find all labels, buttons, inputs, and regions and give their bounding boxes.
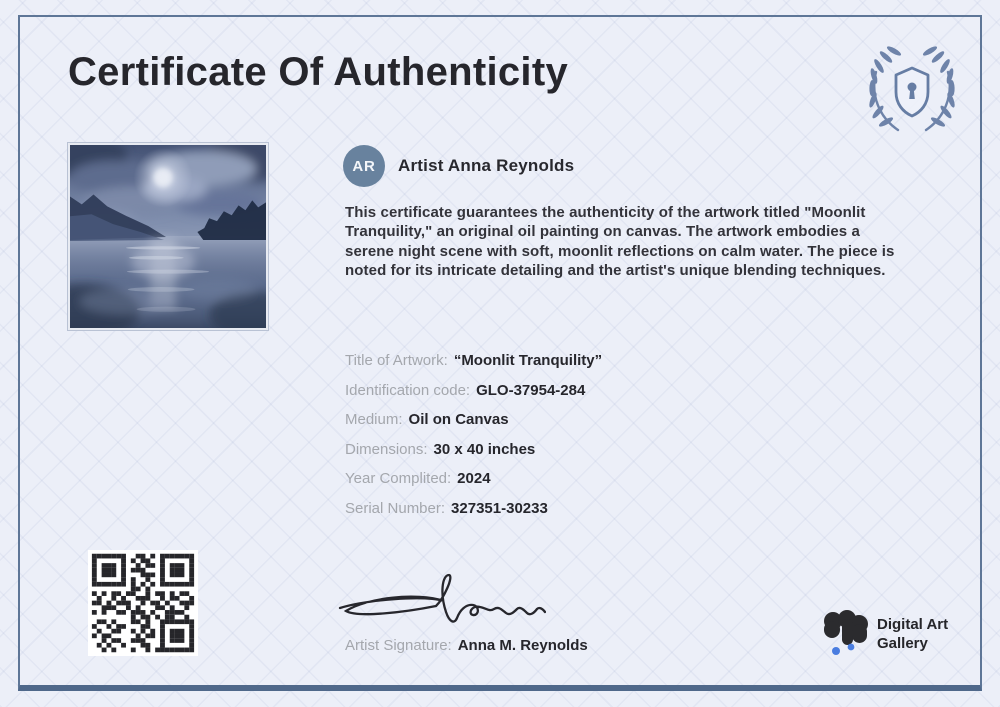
qr-code-icon bbox=[88, 550, 198, 656]
signature-label: Artist Signature: bbox=[345, 637, 452, 654]
field-value: GLO-37954-284 bbox=[476, 381, 586, 399]
field-label: Title of Artwork: bbox=[345, 352, 448, 369]
artist-signature-line bbox=[345, 637, 588, 654]
field-label: Identification code: bbox=[345, 381, 471, 399]
artist-avatar bbox=[343, 145, 385, 187]
avatar-initials: AR bbox=[352, 157, 376, 175]
artwork-detail-fields bbox=[345, 351, 602, 519]
field-value: Oil on Canvas bbox=[408, 411, 509, 428]
artwork-image-moonlit-tranquility bbox=[68, 143, 268, 330]
field-dimensions bbox=[345, 440, 602, 460]
logo-blue-dot bbox=[832, 647, 840, 655]
field-value: 2024 bbox=[457, 470, 491, 487]
signature-name: Anna M. Reynolds bbox=[457, 637, 588, 654]
artist-name-heading: Artist Anna Reynolds bbox=[398, 156, 575, 175]
certificate-title: Certificate Of Authenticity bbox=[68, 50, 569, 94]
certificate-description: This certificate guarantees the authenticity of the artwork titled "Moonlit Tranquility," an original oil painting on canvas. The artwork embodies a serene night scene with soft, moonlit reflections on calm water. The piece is noted for its intricate detailing and the artist's unique blending techniques. bbox=[345, 204, 895, 279]
field-label: Serial Number: bbox=[345, 499, 446, 517]
field-label: Dimensions: bbox=[345, 440, 428, 458]
field-title-of-artwork bbox=[345, 351, 602, 371]
handwritten-signature-icon bbox=[336, 568, 546, 630]
field-label: Year Complited: bbox=[345, 470, 452, 487]
logo-line-2: Gallery bbox=[877, 635, 928, 652]
shield-lock-icon bbox=[896, 68, 928, 116]
field-serial-number bbox=[345, 499, 602, 519]
field-value: 30 x 40 inches bbox=[433, 440, 536, 458]
field-value: 327351-30233 bbox=[451, 499, 548, 517]
melting-m-logo-icon bbox=[822, 609, 868, 657]
logo-line-1: Digital Art bbox=[877, 616, 949, 633]
field-label: Medium: bbox=[345, 411, 403, 428]
field-year-completed bbox=[345, 469, 602, 489]
field-identification-code bbox=[345, 381, 602, 401]
digital-art-gallery-logo bbox=[822, 609, 948, 657]
logo-blue-dot bbox=[848, 644, 855, 651]
logo-text bbox=[877, 615, 948, 653]
field-value: “Moonlit Tranquility” bbox=[453, 352, 603, 369]
laurel-shield-badge-icon bbox=[862, 42, 962, 137]
field-medium bbox=[345, 410, 602, 430]
